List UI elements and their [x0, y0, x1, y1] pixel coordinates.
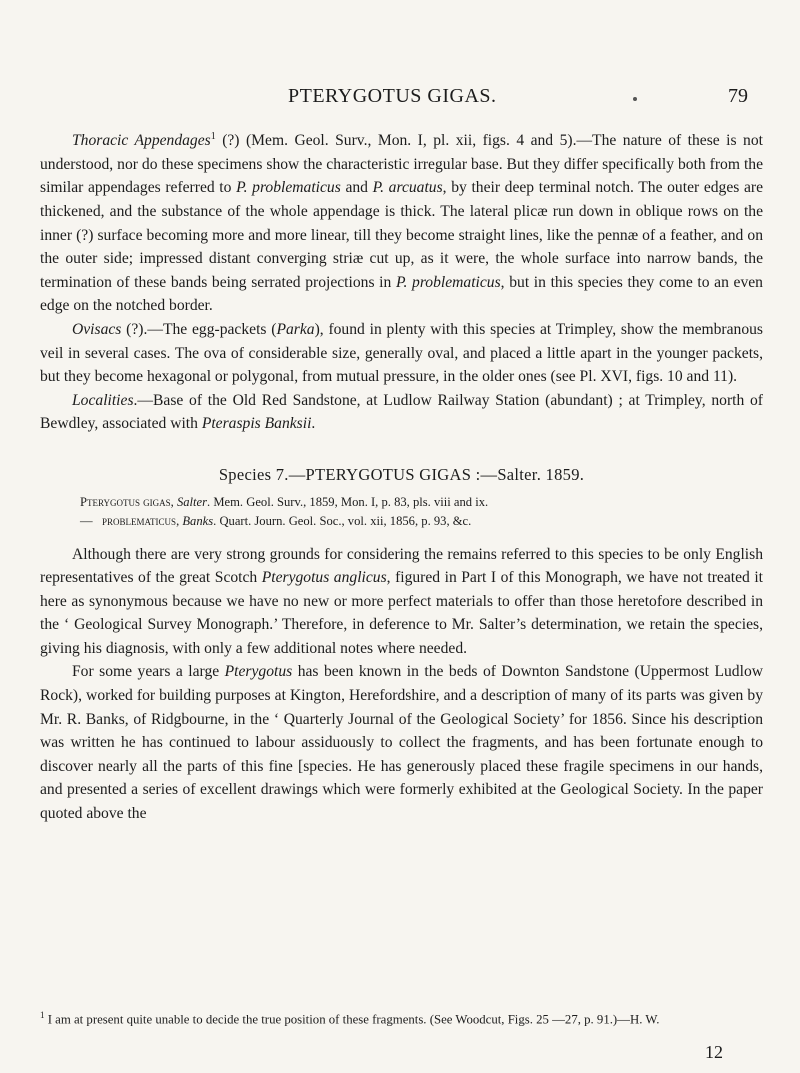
page-number: 79 [728, 85, 748, 107]
paragraph-thoracic-appendages [40, 125, 763, 318]
species-name: P. problematicus [236, 179, 341, 197]
footnote-mark: 1 [210, 131, 216, 142]
text: and [340, 179, 373, 197]
synonymy-list [40, 493, 763, 531]
text: has been known in the beds of Downton Sandstone (Uppermost Ludlow Rock), worked for building purposes at Kington, Herefordshire, and a description of many of its parts was given by Mr. R. Banks, of Ridgbourne, in the ‘ Quarterly Journal of the Geological Society’ for 1856. Since his description was written he has continued to labour assiduously to collect the fragments, and has been fortunate enough to discover nearly all the parts of this fine [species. He has generously placed these fragile specimens in our hands, and presented a series of excellent drawings which were formerly exhibited at the Geological Society. In the paper quoted above the [40, 663, 763, 823]
synonymy-entry: — problematicus, Banks. Quart. Journ. Geol. Soc., vol. xii, 1856, p. 93, &c. [80, 513, 472, 528]
page-header [0, 85, 800, 115]
subheading: Localities [72, 391, 134, 409]
species-name: Pterygotus [224, 663, 293, 681]
text: Although there are very strong grounds for considering the remains referred to this species to be only English representatives of the great Scotch [40, 545, 763, 587]
synonymy-entry: Pterygotus gigas, Salter. Mem. Geol. Surv., 1859, Mon. I, p. 83, pls. viii and ix. [80, 494, 489, 509]
body-text [40, 125, 763, 826]
paragraph-for-some-years [40, 660, 763, 825]
running-title: PTERYGOTUS GIGAS. [288, 85, 497, 107]
term: Parka [276, 320, 315, 338]
subheading: Ovisacs [72, 320, 122, 338]
paragraph-localities [40, 389, 763, 436]
taxon-name: problematicus [102, 513, 177, 528]
ditto-dash: — [80, 513, 93, 528]
text: For some years a large [72, 663, 225, 681]
species-name: Pterygotus anglicus [261, 569, 387, 587]
text: (?) (Mem. Geol. Surv., Mon. I, pl. xii, figs. 4 and 5).—The nature of these is not understood, nor do these specimens show the characteristic irregular base. But they differ specifically both from the similar appendages referred to [40, 132, 763, 197]
text: , by their deep terminal notch. The outer edges are thickened, and the substance of the whole appendage is thick. The lateral plicæ run down in oblique rows on the inner (?) surface becoming more and more linear, till they become straight lines, like the pennæ of a feather, and on the outer side; impressed distant converging striæ cut up, as it were, the whole surface into narrow bands, the termination of these bands being serrated projections in [40, 179, 764, 291]
author: Salter [176, 494, 208, 509]
taxon-name: Pterygotus gigas [80, 494, 171, 509]
text: ), found in plenty with this species at Trimpley, show the membranous veil in several cases. The ova of considerable size, generally oval, and placed a little apart in the younger packets, but they become hexagonal or polygonal, from mutual pressure, in the older ones (see Pl. XVI, figs. 10 and 11). [40, 320, 763, 386]
printer-dot [633, 97, 637, 101]
subheading: Thoracic Appendages [72, 132, 211, 150]
signature-mark: 12 [705, 1042, 723, 1062]
species-heading: Species 7.—PTERYGOTUS GIGAS :—Salter. 1859. [218, 464, 585, 484]
text: , but in this species they come to an even edge on the notched border. [40, 273, 763, 315]
paragraph-although [40, 543, 763, 661]
reference: . Mem. Geol. Surv., 1859, Mon. I, p. 83, pls. viii and ix. [207, 494, 489, 509]
species-name: Pteraspis Banksii [201, 415, 312, 433]
author: Banks [182, 513, 214, 528]
text: , figured in Part I of this Monograph, we have not treated it here as synonymous because we have no new or more perfect materials to offer than those heretofore described in the ‘ Geological Survey Monograph.’ Therefore, in deference to Mr. Salter’s determination, we retain the species, giving his diagnosis, with only a few additional notes where needed. [40, 569, 763, 657]
footnote-mark: 1 [40, 1010, 45, 1020]
footnote [40, 1006, 763, 1028]
species-name: P. problematicus [395, 273, 501, 291]
species-name: P. arcuatus [372, 179, 443, 197]
paragraph-ovisacs [40, 318, 763, 389]
reference: . Quart. Journ. Geol. Soc., vol. xii, 1856, p. 93, &c. [213, 513, 472, 528]
text: .—Base of the Old Red Sandstone, at Ludlow Railway Station (abundant) ; at Trimpley, north of Bewdley, associated with [40, 391, 763, 433]
text: . [311, 415, 316, 433]
footnote-text: I am at present quite unable to decide the true position of these fragments. (See Woodcut, Figs. 25 —27, p. 91.)—H. W. [44, 1012, 660, 1027]
text: (?).—The egg-packets ( [121, 320, 277, 338]
